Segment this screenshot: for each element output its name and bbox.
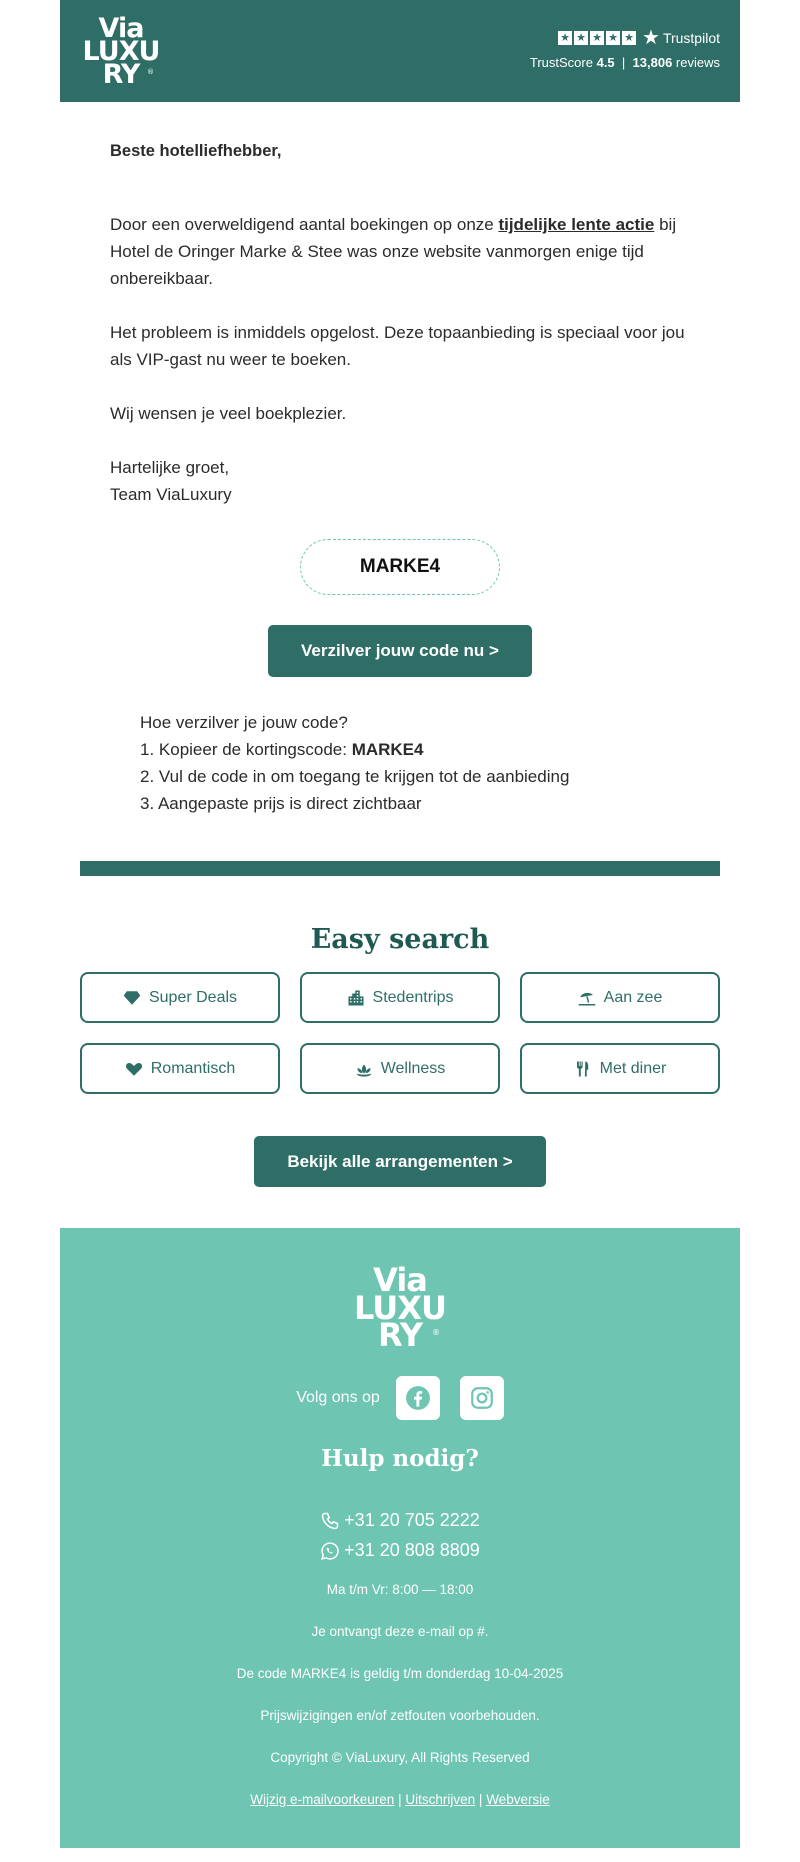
category-romantisch[interactable]	[80, 1043, 280, 1094]
howto-step-3: 3. Aangepaste prijs is direct zichtbaar	[140, 794, 422, 813]
category-label: Super Deals	[148, 988, 238, 1006]
logo-line-2: LUXU	[82, 36, 160, 68]
logo-line-1: Via	[98, 13, 144, 44]
section-divider	[80, 861, 720, 876]
heart-icon	[125, 1060, 143, 1078]
category-label: Met diner	[599, 1059, 667, 1077]
easy-search-title: Easy search	[310, 924, 490, 955]
logo-line-3-text: RY	[102, 59, 140, 91]
howto-instructions	[140, 709, 690, 817]
footer-link-separator: |	[478, 1792, 483, 1807]
star-icon: ★	[574, 31, 588, 45]
logo-registered-mark: ®	[147, 68, 154, 77]
greeting: Beste hotelliefhebber,	[110, 142, 282, 160]
email-notice: Je ontvangt deze e-mail op #.	[311, 1624, 489, 1639]
footer-logo-line-3-text: RY	[377, 1316, 423, 1355]
beach-umbrella-icon	[578, 989, 596, 1007]
trustscore-separator: |	[621, 55, 626, 70]
phone-icon	[320, 1511, 340, 1531]
star-icon: ★	[558, 31, 572, 45]
reviews-label: reviews	[675, 55, 720, 70]
trustpilot-score-line	[530, 55, 720, 70]
howto-step-1-code: MARKE4	[351, 740, 424, 759]
howto-step-2: 2. Vul de code in om toegang te krijgen tot de aanbieding	[140, 767, 570, 786]
category-label: Stedentrips	[372, 988, 454, 1006]
footer-logo-line-3	[350, 1316, 450, 1355]
help-title: Hulp nodig?	[321, 1445, 479, 1472]
howto-step-1-text: 1. Kopieer de kortingscode:	[140, 740, 352, 759]
redeem-code-button[interactable]: Verzilver jouw code nu >	[268, 625, 532, 677]
category-grid	[80, 972, 720, 1094]
star-icon: ★	[590, 31, 604, 45]
diamond-icon	[123, 989, 141, 1007]
phone-number-1: +31 20 705 2222	[344, 1510, 480, 1530]
message-body	[60, 102, 740, 817]
paragraph-outage-start: Door een overweldigend aantal boekingen op onze	[110, 215, 499, 234]
trustscore-value: 4.5	[596, 55, 615, 70]
category-label: Romantisch	[150, 1059, 236, 1077]
paragraph-resolved: Het probleem is inmiddels opgelost. Deze topaanbieding is speciaal voor jou als VIP-gast nu weer te boeken.	[110, 323, 685, 369]
whatsapp-icon	[320, 1541, 340, 1561]
email-container	[60, 0, 740, 1848]
vialuxury-logo[interactable]	[80, 13, 162, 91]
trustpilot-brand-label: Trustpilot	[662, 30, 720, 46]
footer-logo-registered-mark: ®	[432, 1328, 440, 1338]
category-aan-zee[interactable]	[520, 972, 720, 1023]
category-met-diner[interactable]	[520, 1043, 720, 1094]
view-all-arrangements-button[interactable]: Bekijk alle arrangementen >	[254, 1136, 546, 1187]
lotus-icon	[355, 1060, 373, 1078]
office-hours: Ma t/m Vr: 8:00 — 18:00	[326, 1582, 474, 1597]
copyright: Copyright © ViaLuxury, All Rights Reserved	[270, 1750, 530, 1765]
social-links	[60, 1376, 740, 1420]
category-super-deals[interactable]	[80, 972, 280, 1023]
trustpilot-brand	[642, 27, 720, 49]
lente-actie-link[interactable]: tijdelijke lente actie	[498, 215, 655, 234]
price-disclaimer: Prijswijzigingen en/of zetfouten voorbehouden.	[260, 1708, 540, 1723]
email-header	[60, 0, 740, 102]
trustpilot-widget[interactable]	[529, 27, 720, 70]
phone-line-1[interactable]	[60, 1510, 740, 1531]
facebook-link[interactable]	[396, 1376, 440, 1420]
category-label: Aan zee	[603, 988, 663, 1006]
footer-logo-line-2: LUXU	[354, 1288, 446, 1327]
paragraph-outage	[110, 211, 690, 292]
footer-link-separator: |	[398, 1792, 402, 1807]
paragraph-outage-end: bij Hotel de Oringer Marke & Stee was onze website vanmorgen enige tijd onbereikbaar.	[110, 215, 677, 288]
instagram-link[interactable]	[460, 1376, 504, 1420]
category-label: Wellness	[380, 1059, 446, 1077]
star-icon: ★	[622, 31, 636, 45]
code-validity: De code MARKE4 is geldig t/m donderdag 10-04-2025	[236, 1666, 564, 1681]
phone-number-2: +31 20 808 8809	[344, 1540, 480, 1560]
unsubscribe-link[interactable]: Uitschrijven	[405, 1792, 476, 1807]
paragraph-wishes: Wij wensen je veel boekplezier.	[110, 404, 347, 423]
phone-line-2[interactable]	[60, 1540, 740, 1561]
trustscore-label: TrustScore	[529, 55, 593, 70]
footer-links	[60, 1792, 740, 1807]
email-preferences-link[interactable]: Wijzig e-mailvoorkeuren	[250, 1792, 395, 1807]
city-icon	[347, 989, 365, 1007]
howto-step-1	[140, 736, 690, 763]
instagram-icon	[469, 1385, 495, 1411]
signoff-team: Team ViaLuxury	[110, 485, 232, 504]
reviews-count: 13,806	[632, 55, 673, 70]
cutlery-icon	[574, 1060, 592, 1078]
discount-code-box[interactable]: MARKE4	[300, 539, 500, 595]
star-icon: ★	[606, 31, 620, 45]
trustpilot-stars	[558, 31, 636, 45]
facebook-icon	[405, 1385, 431, 1411]
follow-label: Volg ons op	[296, 1389, 380, 1406]
web-version-link[interactable]: Webversie	[486, 1792, 550, 1807]
footer-logo[interactable]	[350, 1261, 450, 1355]
footer-logo-line-1: Via	[373, 1261, 427, 1299]
signoff	[110, 454, 690, 508]
category-stedentrips[interactable]	[300, 972, 500, 1023]
trustpilot-star-icon: ★	[642, 27, 660, 49]
howto-title: Hoe verzilver je jouw code?	[140, 713, 348, 732]
email-footer	[60, 1228, 740, 1848]
logo-line-3	[80, 59, 162, 91]
signoff-greeting: Hartelijke groet,	[110, 458, 230, 477]
category-wellness[interactable]	[300, 1043, 500, 1094]
